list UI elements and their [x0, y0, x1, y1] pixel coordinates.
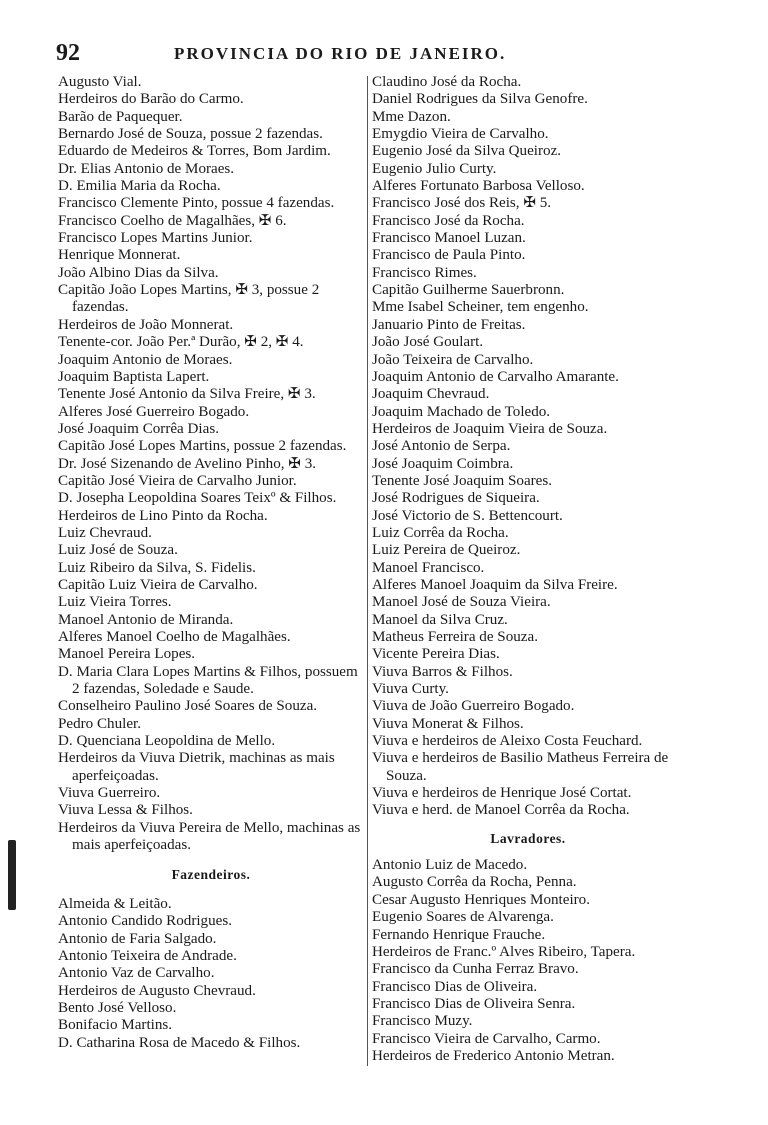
- list-entry: Francisco de Paula Pinto.: [372, 247, 526, 264]
- list-entry: José Rodrigues de Siqueira.: [372, 490, 540, 507]
- list-entry: Alferes José Guerreiro Bogado.: [58, 403, 250, 420]
- list-entry: Joaquim Machado de Toledo.: [372, 403, 551, 420]
- list-entry: Bento José Velloso.: [58, 999, 177, 1016]
- list-entry: Almeida & Leitão.: [58, 895, 172, 912]
- list-entry: Henrique Monnerat.: [58, 247, 181, 264]
- list-entry: Bonifacio Martins.: [58, 1017, 173, 1034]
- list-entry: Alferes Fortunato Barbosa Velloso.: [372, 178, 585, 195]
- list-entry: Vicente Pereira Dias.: [372, 646, 500, 663]
- list-entry: Capitão José Lopes Martins, possue 2 fazendas.: [58, 438, 347, 455]
- list-entry: D. Maria Clara Lopes Martins & Filhos, possuem 2 fazendas, Soledade e Saude.: [58, 663, 358, 698]
- list-entry: Viuva Monerat & Filhos.: [372, 715, 524, 732]
- left-fazendeiros-list: [58, 896, 364, 1052]
- list-entry: Francisco Lopes Martins Junior.: [58, 230, 253, 247]
- list-entry: Manoel Francisco.: [372, 559, 485, 576]
- list-entry: Mme Isabel Scheiner, tem engenho.: [372, 299, 589, 316]
- list-entry: Herdeiros de Franc.º Alves Ribeiro, Tapera.: [372, 943, 636, 960]
- left-column: [58, 74, 364, 1052]
- right-column: [372, 74, 684, 1065]
- list-entry: Mme Dazon.: [372, 108, 451, 125]
- list-entry: Daniel Rodrigues da Silva Genofre.: [372, 91, 588, 108]
- list-entry: Tenente José Joaquim Soares.: [372, 472, 553, 489]
- list-entry: Francisco Vieira de Carvalho, Carmo.: [372, 1030, 601, 1047]
- list-entry: Augusto Vial.: [58, 74, 142, 90]
- list-entry: José Antonio de Serpa.: [372, 438, 511, 455]
- list-entry: Viuva e herd. de Manoel Corrêa da Rocha.: [372, 802, 630, 819]
- list-entry: Manoel Antonio de Miranda.: [58, 611, 234, 628]
- list-entry: Manoel da Silva Cruz.: [372, 611, 508, 628]
- list-entry: Eugenio Soares de Alvarenga.: [372, 909, 554, 926]
- list-entry: Tenente-cor. João Per.ª Durão, ✠ 2, ✠ 4.: [58, 334, 304, 351]
- list-entry: Joaquim Chevraud.: [372, 386, 490, 403]
- list-entry: Viuva Barros & Filhos.: [372, 663, 513, 680]
- list-entry: Bernardo José de Souza, possue 2 fazendas.: [58, 126, 323, 143]
- list-entry: Dr. Elias Antonio de Moraes.: [58, 160, 235, 177]
- list-entry: Francisco Rimes.: [372, 264, 477, 281]
- list-entry: Joaquim Antonio de Moraes.: [58, 351, 233, 368]
- list-entry: Capitão Guilherme Sauerbronn.: [372, 282, 565, 299]
- list-entry: Viuva de João Guerreiro Bogado.: [372, 698, 575, 715]
- list-entry: Francisco da Cunha Ferraz Bravo.: [372, 961, 579, 978]
- list-entry: D. Emilia Maria da Rocha.: [58, 178, 221, 195]
- list-entry: Fernando Henrique Frauche.: [372, 926, 546, 943]
- list-entry: João José Goulart.: [372, 334, 484, 351]
- list-entry: Augusto Corrêa da Rocha, Penna.: [372, 874, 577, 891]
- list-entry: José Victorio de S. Bettencourt.: [372, 507, 563, 524]
- list-entry: Herdeiros de Augusto Chevraud.: [58, 982, 256, 999]
- page-number: 92: [56, 40, 80, 66]
- list-entry: Herdeiros de Joaquim Vieira de Souza.: [372, 420, 608, 437]
- list-entry: Capitão José Vieira de Carvalho Junior.: [58, 472, 297, 489]
- list-entry: Viuva Guerreiro.: [58, 785, 161, 802]
- list-entry: Herdeiros de Frederico Antonio Metran.: [372, 1047, 615, 1064]
- list-entry: Tenente José Antonio da Silva Freire, ✠ 3.: [58, 386, 316, 403]
- list-entry: Francisco Dias de Oliveira Senra.: [372, 995, 576, 1012]
- list-entry: Emygdio Vieira de Carvalho.: [372, 126, 549, 143]
- list-entry: Herdeiros de João Monnerat.: [58, 316, 234, 333]
- list-entry: D. Catharina Rosa de Macedo & Filhos.: [58, 1034, 301, 1051]
- section-heading-lavradores: Lavradores.: [490, 830, 566, 846]
- list-entry: Francisco Coelho de Magalhães, ✠ 6.: [58, 212, 287, 229]
- list-entry: Januario Pinto de Freitas.: [372, 316, 526, 333]
- list-entry: Francisco Manoel Luzan.: [372, 230, 526, 247]
- list-entry: Antonio Candido Rodrigues.: [58, 913, 232, 930]
- list-entry: Barão de Paquequer.: [58, 108, 183, 125]
- list-entry: Francisco José dos Reis, ✠ 5.: [372, 195, 552, 212]
- list-entry: João Albino Dias da Silva.: [58, 264, 219, 281]
- list-entry: Matheus Ferreira de Souza.: [372, 629, 538, 645]
- list-entry: Francisco Clemente Pinto, possue 4 fazendas.: [58, 195, 335, 212]
- list-entry: Pedro Chuler.: [58, 715, 142, 732]
- list-entry: Antonio de Faria Salgado.: [58, 930, 217, 947]
- list-entry: Francisco José da Rocha.: [372, 212, 525, 229]
- list-entry: Luiz Pereira de Queiroz.: [372, 542, 521, 559]
- list-entry: Luiz Corrêa da Rocha.: [372, 524, 509, 541]
- list-entry: Alferes Manoel Coelho de Magalhães.: [58, 629, 291, 645]
- page-header: [56, 40, 686, 70]
- list-entry: Eugenio Julio Curty.: [372, 160, 497, 177]
- list-entry: José Joaquim Coimbra.: [372, 455, 514, 472]
- running-title: PROVINCIA DO RIO DE JANEIRO.: [174, 44, 507, 63]
- list-entry: Herdeiros de Lino Pinto da Rocha.: [58, 507, 268, 524]
- list-entry: Luiz Chevraud.: [58, 524, 152, 541]
- margin-ink-mark: [8, 840, 16, 910]
- list-entry: Luiz Ribeiro da Silva, S. Fidelis.: [58, 559, 256, 576]
- list-entry: Luiz Vieira Torres.: [58, 594, 172, 611]
- list-entry: Eugenio José da Silva Queiroz.: [372, 143, 562, 160]
- list-entry: José Joaquim Corrêa Dias.: [58, 420, 219, 437]
- list-entry: Herdeiros do Barão do Carmo.: [58, 91, 244, 108]
- list-entry: João Teixeira de Carvalho.: [372, 351, 534, 368]
- list-entry: Alferes Manoel Joaquim da Silva Freire.: [372, 576, 618, 593]
- list-entry: Dr. José Sizenando de Avelino Pinho, ✠ 3.: [58, 455, 317, 472]
- list-entry: Manoel Pereira Lopes.: [58, 646, 196, 663]
- list-entry: Viuva e herdeiros de Basilio Matheus Ferreira de Souza.: [372, 750, 669, 784]
- list-entry: Herdeiros da Viuva Dietrik, machinas as mais aperfeiçoadas.: [58, 750, 335, 784]
- left-entry-list: [58, 74, 364, 854]
- list-entry: Cesar Augusto Henriques Monteiro.: [372, 891, 590, 908]
- column-divider: [367, 76, 368, 1066]
- list-entry: Conselheiro Paulino José Soares de Souza.: [58, 698, 318, 715]
- list-entry: D. Josepha Leopoldina Soares Teixº & Filhos.: [58, 490, 337, 507]
- right-lavradores-list: [372, 857, 684, 1065]
- list-entry: Joaquim Baptista Lapert.: [58, 368, 210, 385]
- list-entry: Francisco Dias de Oliveira.: [372, 978, 538, 995]
- list-entry: Joaquim Antonio de Carvalho Amarante.: [372, 368, 619, 385]
- list-entry: Viuva Curty.: [372, 681, 449, 698]
- list-entry: Claudino José da Rocha.: [372, 74, 522, 90]
- list-entry: Viuva e herdeiros de Aleixo Costa Feuchard.: [372, 733, 643, 750]
- right-entry-list: [372, 74, 684, 820]
- list-entry: D. Quenciana Leopoldina de Mello.: [58, 733, 276, 750]
- list-entry: Francisco Muzy.: [372, 1013, 473, 1030]
- list-entry: Capitão Luiz Vieira de Carvalho.: [58, 576, 258, 593]
- list-entry: Eduardo de Medeiros & Torres, Bom Jardim.: [58, 143, 331, 160]
- list-entry: Luiz José de Souza.: [58, 542, 178, 559]
- list-entry: Manoel José de Souza Vieira.: [372, 594, 551, 611]
- list-entry: Capitão João Lopes Martins, ✠ 3, possue 2 fazendas.: [58, 282, 320, 316]
- list-entry: Antonio Teixeira de Andrade.: [58, 947, 237, 964]
- list-entry: Herdeiros da Viuva Pereira de Mello, machinas as mais aperfeiçoadas.: [58, 819, 361, 854]
- list-entry: Antonio Luiz de Macedo.: [372, 857, 528, 874]
- list-entry: Viuva e herdeiros de Henrique José Cortat.: [372, 785, 632, 802]
- section-heading-fazendeiros: Fazendeiros.: [171, 867, 251, 883]
- list-entry: Antonio Vaz de Carvalho.: [58, 965, 215, 982]
- list-entry: Viuva Lessa & Filhos.: [58, 802, 193, 819]
